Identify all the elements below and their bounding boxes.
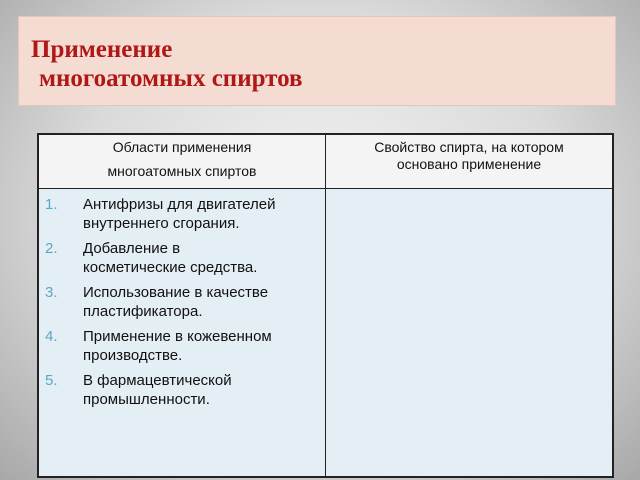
applications-table bbox=[37, 133, 614, 478]
applications-cell bbox=[39, 189, 326, 476]
list-item bbox=[45, 283, 317, 321]
list-number: 1. bbox=[45, 196, 58, 213]
list-item bbox=[45, 327, 317, 365]
list-item bbox=[45, 371, 317, 409]
list-text: Применение в кожевенном bbox=[83, 328, 272, 345]
list-item bbox=[45, 195, 317, 233]
header-property-line-1: Свойство спирта, на котором bbox=[374, 139, 564, 155]
list-item bbox=[45, 239, 317, 277]
list-text: косметические средства. bbox=[83, 259, 258, 276]
list-number: 2. bbox=[45, 240, 58, 257]
title-line-2: многоатомных спиртов bbox=[39, 65, 303, 92]
header-property bbox=[326, 135, 612, 189]
list-number: 3. bbox=[45, 284, 58, 301]
list-text: промышленности. bbox=[83, 391, 210, 408]
list-text: Антифризы для двигателей bbox=[83, 196, 276, 213]
header-applications-line-2: многоатомных спиртов bbox=[107, 163, 257, 179]
list-number: 5. bbox=[45, 372, 58, 389]
header-applications-line-1: Области применения bbox=[112, 139, 252, 155]
list-text: пластификатора. bbox=[83, 303, 203, 320]
header-applications bbox=[39, 135, 326, 189]
slide-title bbox=[31, 35, 303, 93]
list-text: Добавление в bbox=[83, 240, 181, 257]
property-cell[interactable] bbox=[326, 189, 612, 476]
applications-list bbox=[45, 195, 317, 409]
header-property-line-2: основано применение bbox=[396, 156, 542, 172]
title-line-1: Применение bbox=[31, 36, 173, 63]
title-box bbox=[18, 16, 616, 106]
list-text: производстве. bbox=[83, 347, 183, 364]
list-text: В фармацевтической bbox=[83, 372, 232, 389]
list-text: Использование в качестве bbox=[83, 284, 269, 301]
list-number: 4. bbox=[45, 328, 58, 345]
list-text: внутреннего сгорания. bbox=[83, 215, 240, 232]
